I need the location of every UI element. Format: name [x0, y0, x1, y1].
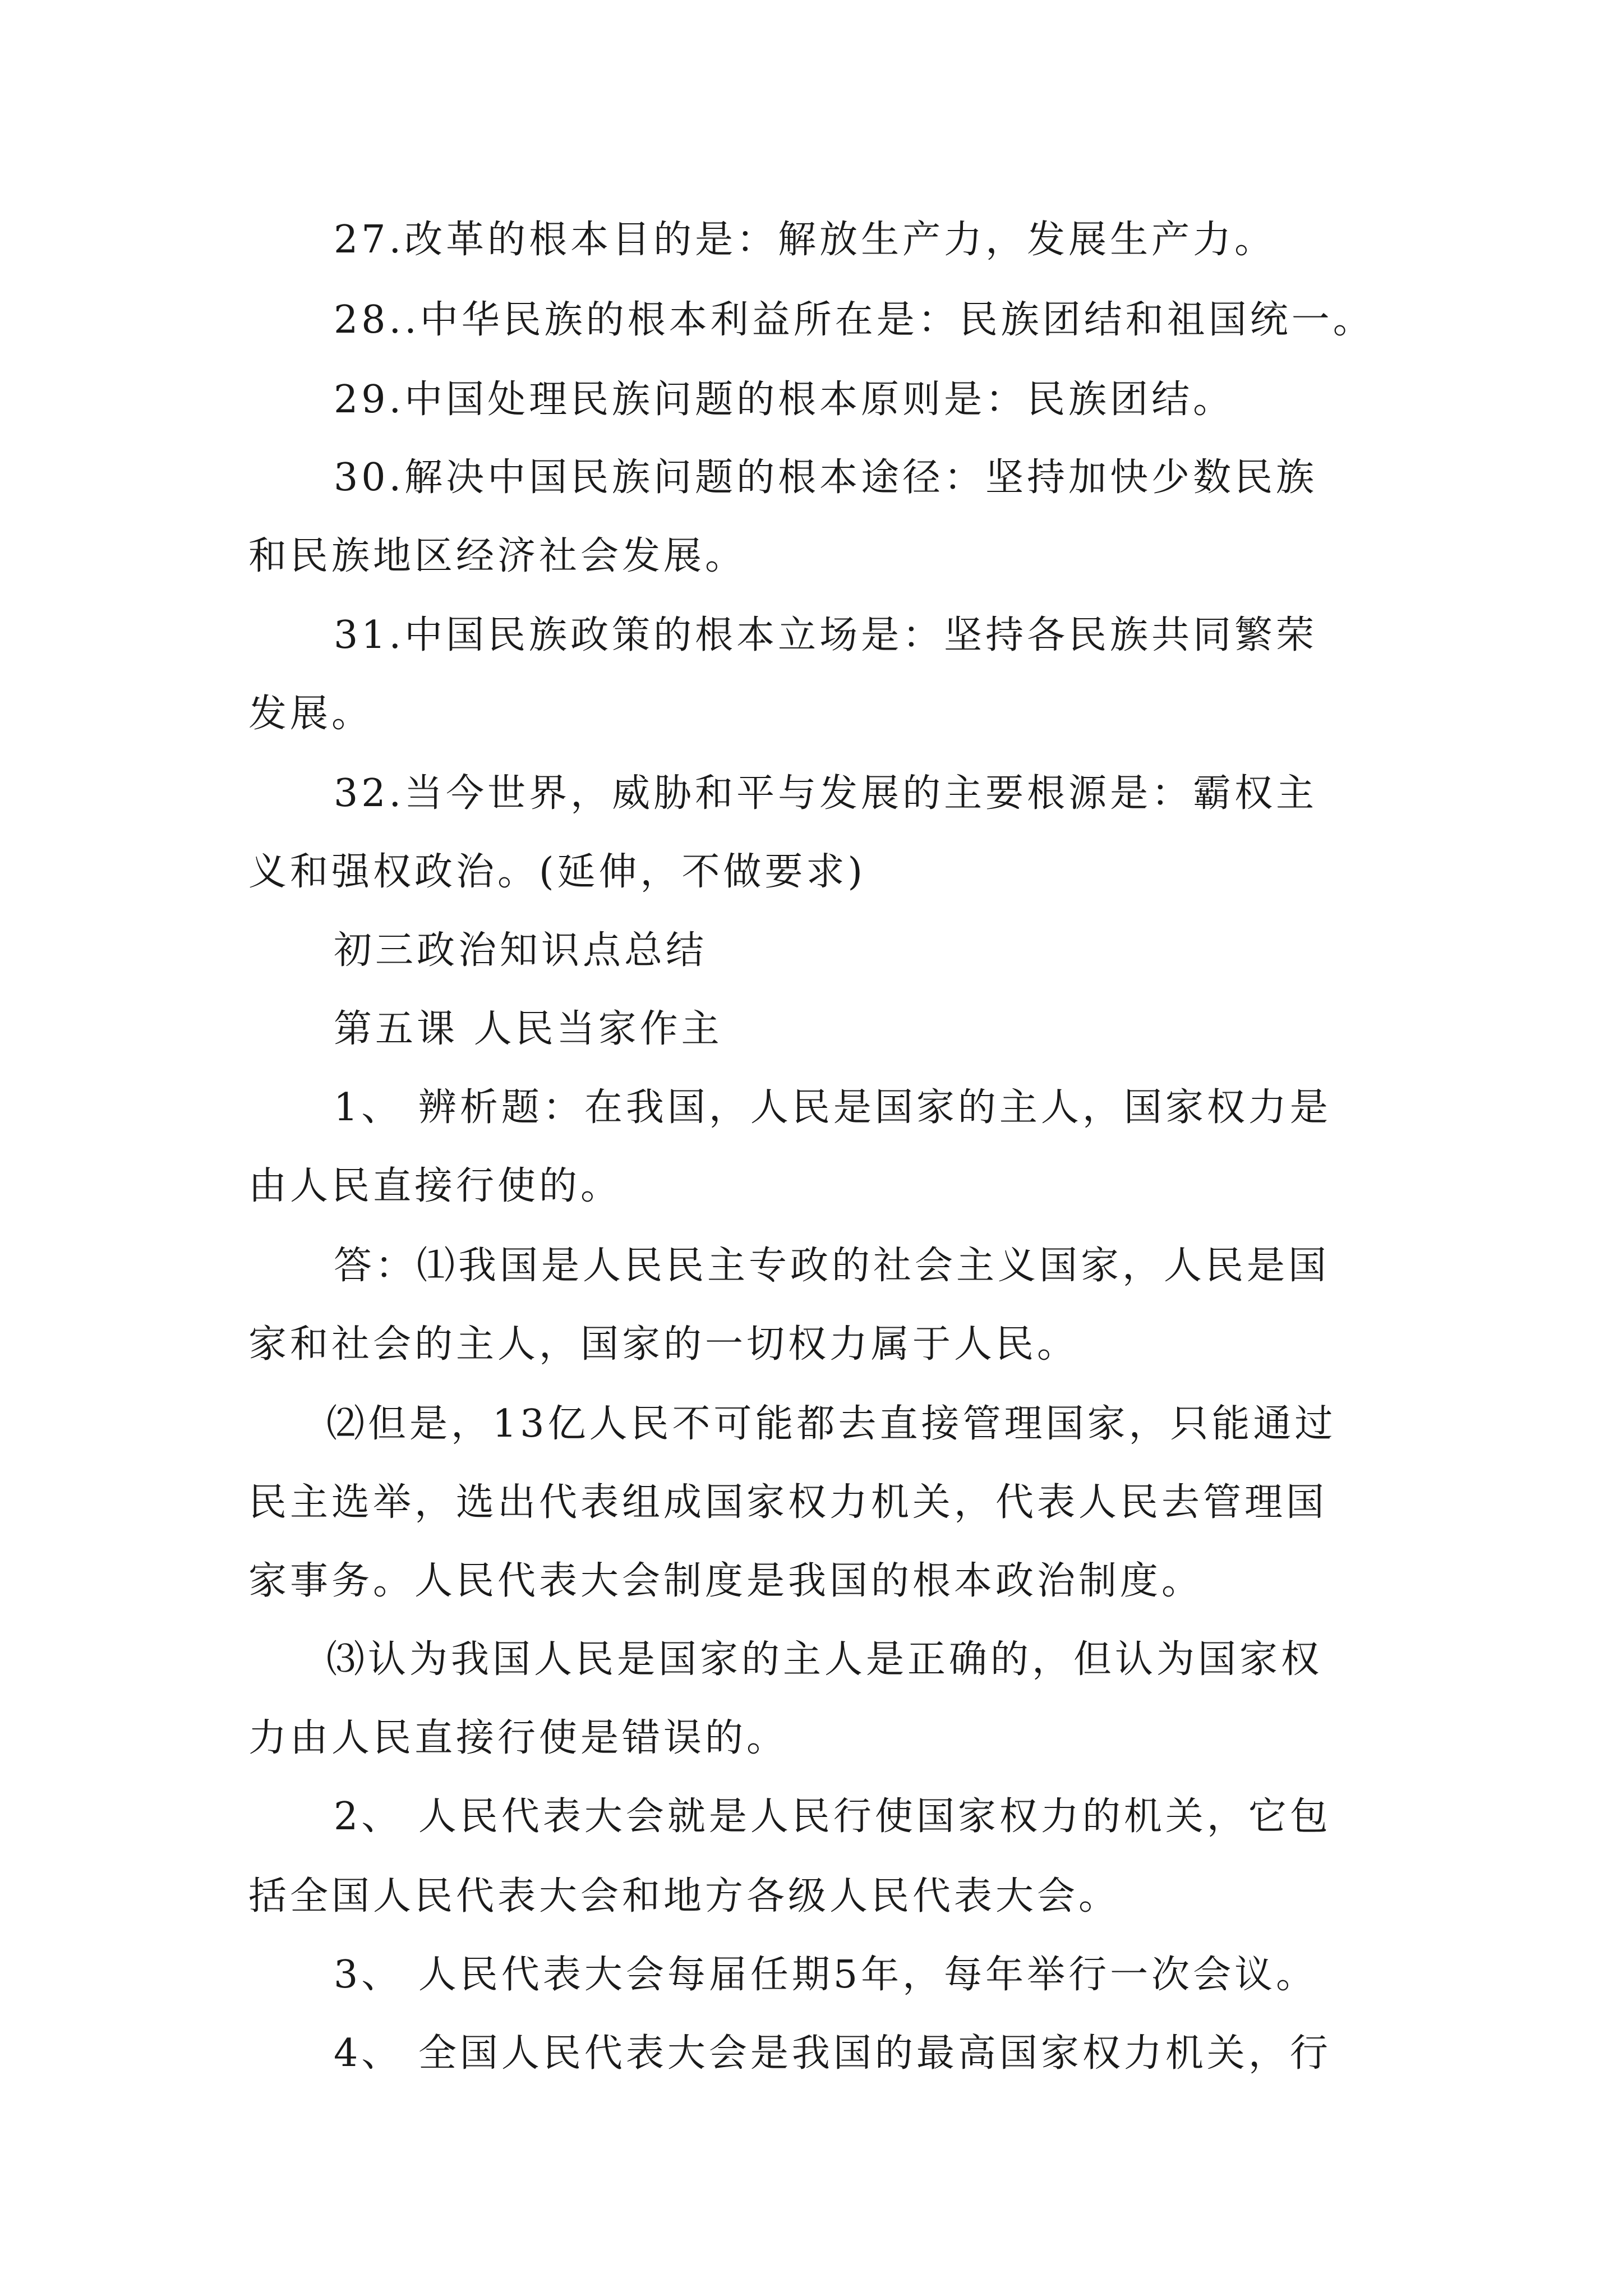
- text-line: 3、 人民代表大会每届任期5年，每年举行一次会议。: [334, 1953, 1318, 1997]
- text-line: 力由人民直接行使是错误的。: [248, 1716, 789, 1760]
- text-line: 民主选举，选出代表组成国家权力机关，代表人民去管理国: [248, 1480, 1328, 1525]
- text-line: 31.中国民族政策的根本立场是：坚持各民族共同繁荣: [334, 613, 1318, 657]
- text-line: 27.改革的根本目的是：解放生产力，发展生产力。: [334, 218, 1276, 262]
- text-line: 义和强权政治。(延伸，不做要求): [248, 850, 866, 894]
- text-line: ⑶认为我国人民是国家的主人是正确的，但认为国家权: [326, 1637, 1323, 1682]
- text-line: 32.当今世界，威胁和平与发展的主要根源是：霸权主: [334, 771, 1318, 816]
- text-line: 和民族地区经济社会发展。: [248, 534, 747, 578]
- text-line: 由人民直接行使的。: [248, 1164, 623, 1208]
- text-line: ⑵但是，13亿人民不可能都去直接管理国家，只能通过: [326, 1402, 1336, 1446]
- section-heading: 初三政治知识点总结: [334, 928, 708, 973]
- text-line: 发展。: [248, 692, 374, 736]
- text-line: 30.解决中国民族问题的根本途径：坚持加快少数民族: [334, 455, 1318, 500]
- text-line: 29.中国处理民族问题的根本原则是：民族团结。: [334, 378, 1235, 422]
- text-line: 1、 辨析题：在我国，人民是国家的主人，国家权力是: [334, 1085, 1331, 1130]
- text-line: 28..中华民族的根本利益所在是：民族团结和祖国统一。: [334, 298, 1375, 342]
- text-line: 答：⑴我国是人民民主专政的社会主义国家，人民是国: [334, 1244, 1330, 1288]
- lesson-title: 第五课 人民当家作主: [334, 1007, 723, 1051]
- text-line: 家和社会的主人，国家的一切权力属于人民。: [248, 1322, 1079, 1366]
- text-line: 括全国人民代表大会和地方各级人民代表大会。: [248, 1874, 1121, 1918]
- text-line: 4、 全国人民代表大会是我国的最高国家权力机关，行: [334, 2031, 1331, 2076]
- text-line: 2、 人民代表大会就是人民行使国家权力的机关，它包: [334, 1795, 1331, 1839]
- text-line: 家事务。人民代表大会制度是我国的根本政治制度。: [248, 1559, 1204, 1603]
